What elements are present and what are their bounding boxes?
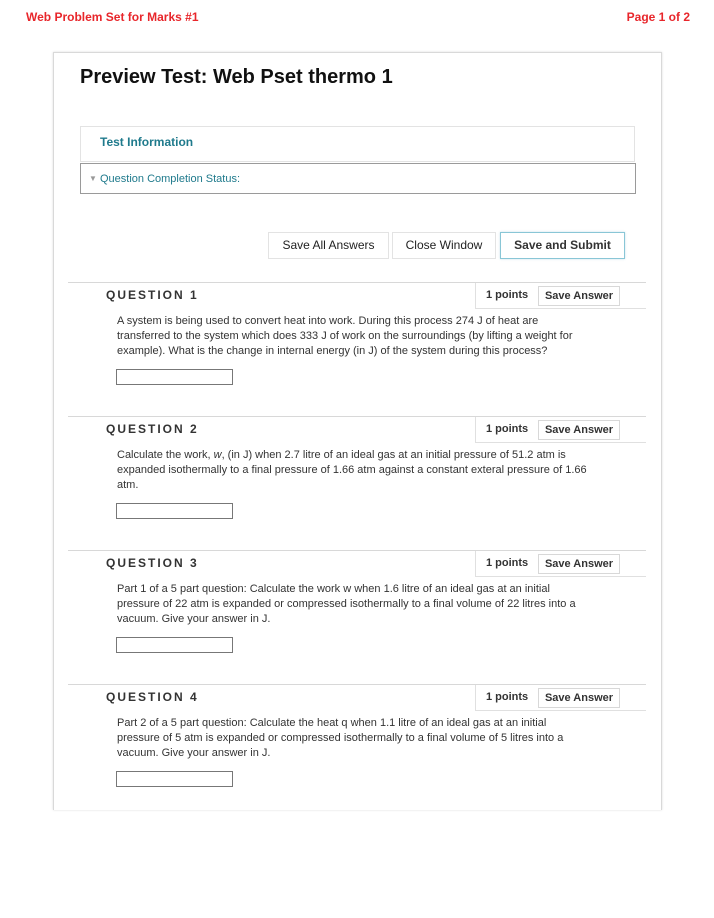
question-3-text: [117, 582, 627, 627]
question-1-text-line: A system is being used to convert heat into work. During this process 274 J of heat are: [117, 315, 539, 327]
question-3-points-bar: [475, 551, 646, 577]
question-2-text: [117, 448, 627, 493]
question-4-text: [117, 716, 627, 761]
question-1-points-bar: [475, 283, 646, 309]
question-2-answer-input[interactable]: [116, 503, 233, 519]
question-2-title: QUESTION 2: [106, 422, 199, 436]
save-and-submit-button[interactable]: Save and Submit: [500, 232, 625, 259]
question-4-answer-input[interactable]: [116, 771, 233, 787]
question-4-title: QUESTION 4: [106, 690, 199, 704]
question-3-text-line: vacuum. Give your answer in J.: [117, 613, 271, 625]
page-number: Page 1 of 2: [626, 10, 690, 24]
question-1-text: [117, 314, 627, 359]
close-window-button[interactable]: Close Window: [392, 232, 496, 259]
print-header: [0, 0, 714, 40]
question-2-points-bar: [475, 417, 646, 443]
question-2-points: 1 points: [486, 423, 529, 435]
save-all-answers-button[interactable]: Save All Answers: [268, 232, 389, 259]
question-1-title: QUESTION 1: [106, 288, 199, 302]
question-4-text-line: pressure of 5 atm is expanded or compressed isothermally to a final volume of 5 litres into a: [117, 732, 564, 744]
question-3-text-line: pressure of 22 atm is expanded or compressed isothermally to a final volume of 22 litres into a: [117, 598, 576, 610]
question-2-text-line: expanded isothermally to a final pressure of 1.66 atm against a constant exteral pressure of 1.66: [117, 464, 587, 476]
completion-status-link[interactable]: Question Completion Status:: [100, 173, 241, 185]
question-3-save-answer-button[interactable]: Save Answer: [538, 554, 620, 574]
question-2-save-answer-button[interactable]: Save Answer: [538, 420, 620, 440]
question-1-text-line: example). What is the change in internal energy (in J) of the system during this process?: [117, 345, 548, 357]
expand-arrow-icon[interactable]: ▼: [89, 174, 97, 183]
question-4-save-answer-button[interactable]: Save Answer: [538, 688, 620, 708]
question-3-text-line: Part 1 of a 5 part question: Calculate the work w when 1.6 litre of an ideal gas at an initial: [117, 583, 550, 595]
question-1-answer-input[interactable]: [116, 369, 233, 385]
question-2-text-line: Calculate the work, w, (in J) when 2.7 litre of an ideal gas at an initial pressure of 51.2 atm is: [117, 449, 566, 461]
question-3-title: QUESTION 3: [106, 556, 199, 570]
completion-status-panel[interactable]: [80, 163, 636, 194]
question-4-points-bar: [475, 685, 646, 711]
test-information-link[interactable]: Test Information: [100, 135, 194, 149]
question-1-text-line: transferred to the system which does 333 J of work on the surroundings (by lifting a weight for: [117, 330, 573, 342]
question-3-answer-input[interactable]: [116, 637, 233, 653]
page-title: Preview Test: Web Pset thermo 1: [80, 66, 393, 88]
print-header-title: Web Problem Set for Marks #1: [26, 10, 199, 24]
question-4-text-line: Part 2 of a 5 part question: Calculate the heat q when 1.1 litre of an ideal gas at an initial: [117, 717, 547, 729]
question-4-points: 1 points: [486, 691, 529, 703]
question-2-text-line: atm.: [117, 479, 139, 491]
question-3-points: 1 points: [486, 557, 529, 569]
test-information-panel[interactable]: [80, 126, 635, 162]
question-4-text-line: vacuum. Give your answer in J.: [117, 747, 271, 759]
question-1-points: 1 points: [486, 289, 529, 301]
question-1-save-answer-button[interactable]: Save Answer: [538, 286, 620, 306]
